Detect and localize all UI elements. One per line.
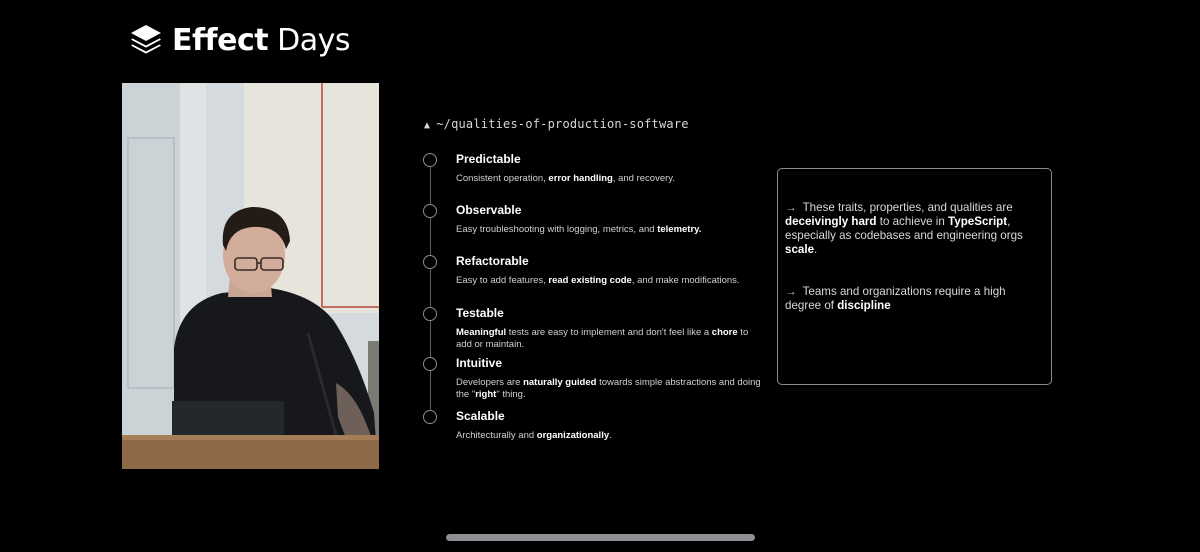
quality-description [456, 327, 766, 351]
quality-title: Intuitive [456, 356, 503, 370]
brand-logo [128, 20, 350, 60]
quality-description [456, 275, 766, 287]
quality-description-text: tests are easy to implement and don't feel like a [506, 327, 712, 338]
callout-text: to achieve in [876, 215, 949, 228]
quality-description-emphasis: telemetry. [657, 224, 702, 235]
callout-text: These traits, properties, and qualities are [802, 201, 1013, 214]
quality-description [456, 377, 766, 401]
quality-description-emphasis: naturally guided [523, 377, 597, 388]
quality-description-text: Developers are [456, 377, 524, 388]
brand-name [172, 23, 350, 58]
callout-paragraph [785, 201, 1041, 257]
timeline-circle-icon [423, 307, 437, 321]
quality-description [456, 224, 766, 236]
arrow-right-icon: → [785, 285, 797, 298]
quality-title: Predictable [456, 152, 521, 166]
quality-description-emphasis: organizationally [536, 430, 610, 441]
quality-description-text: . [609, 430, 612, 441]
quality-description-text: Easy to add features, [456, 275, 549, 286]
callout-emphasis: deceivingly hard [785, 215, 877, 228]
quality-title: Observable [456, 203, 522, 217]
callout-text: Teams and organizations require a high degree of [785, 285, 1006, 312]
callout-paragraph [785, 285, 1041, 313]
callout-emphasis: discipline [837, 299, 891, 312]
timeline-circle-icon [423, 357, 437, 371]
quality-description-emphasis: read existing code [548, 275, 632, 286]
quality-description-emphasis: error handling [548, 173, 613, 184]
home-indicator[interactable] [446, 534, 755, 541]
stacked-layers-icon [128, 22, 164, 58]
timeline-circle-icon [423, 153, 437, 167]
quality-title: Refactorable [456, 254, 529, 268]
arrow-right-icon: → [785, 201, 797, 214]
quality-description-text: , and make modifications. [631, 275, 740, 286]
timeline-line [430, 166, 431, 412]
quality-description-text: Architecturally and [456, 430, 537, 441]
callout-box [777, 168, 1052, 385]
timeline-circle-icon [423, 204, 437, 218]
speaker-video-frame [122, 83, 379, 469]
callout-text: , especially as codebases and engineering orgs [785, 215, 1023, 242]
quality-title: Scalable [456, 409, 505, 423]
brand-name-bold: Effect [172, 22, 269, 58]
quality-description-text: " thing. [496, 389, 526, 400]
quality-description-text: , and recovery. [612, 173, 675, 184]
slide-path-heading [424, 117, 689, 131]
triangle-icon: ▲ [424, 120, 431, 131]
brand-name-regular: Days [268, 22, 350, 58]
timeline-circle-icon [423, 255, 437, 269]
callout-emphasis: TypeScript [948, 215, 1008, 228]
speaker-video [122, 83, 379, 469]
quality-description [456, 173, 766, 185]
quality-description-text: to add or maintain. [456, 327, 749, 350]
quality-description-emphasis: Meaningful [456, 327, 507, 338]
quality-description [456, 430, 766, 442]
quality-description-emphasis: right [475, 389, 497, 400]
quality-title: Testable [456, 306, 504, 320]
quality-description-text: Easy troubleshooting with logging, metrics, and [456, 224, 658, 235]
callout-text: . [814, 243, 818, 256]
timeline-circle-icon [423, 410, 437, 424]
slide-path-text: ~/qualities-of-production-software [436, 117, 689, 131]
callout-emphasis: scale [785, 243, 815, 256]
quality-description-emphasis: chore [711, 327, 738, 338]
quality-description-text: Consistent operation, [456, 173, 549, 184]
quality-description-text: towards simple abstractions and doing the " [456, 377, 761, 400]
